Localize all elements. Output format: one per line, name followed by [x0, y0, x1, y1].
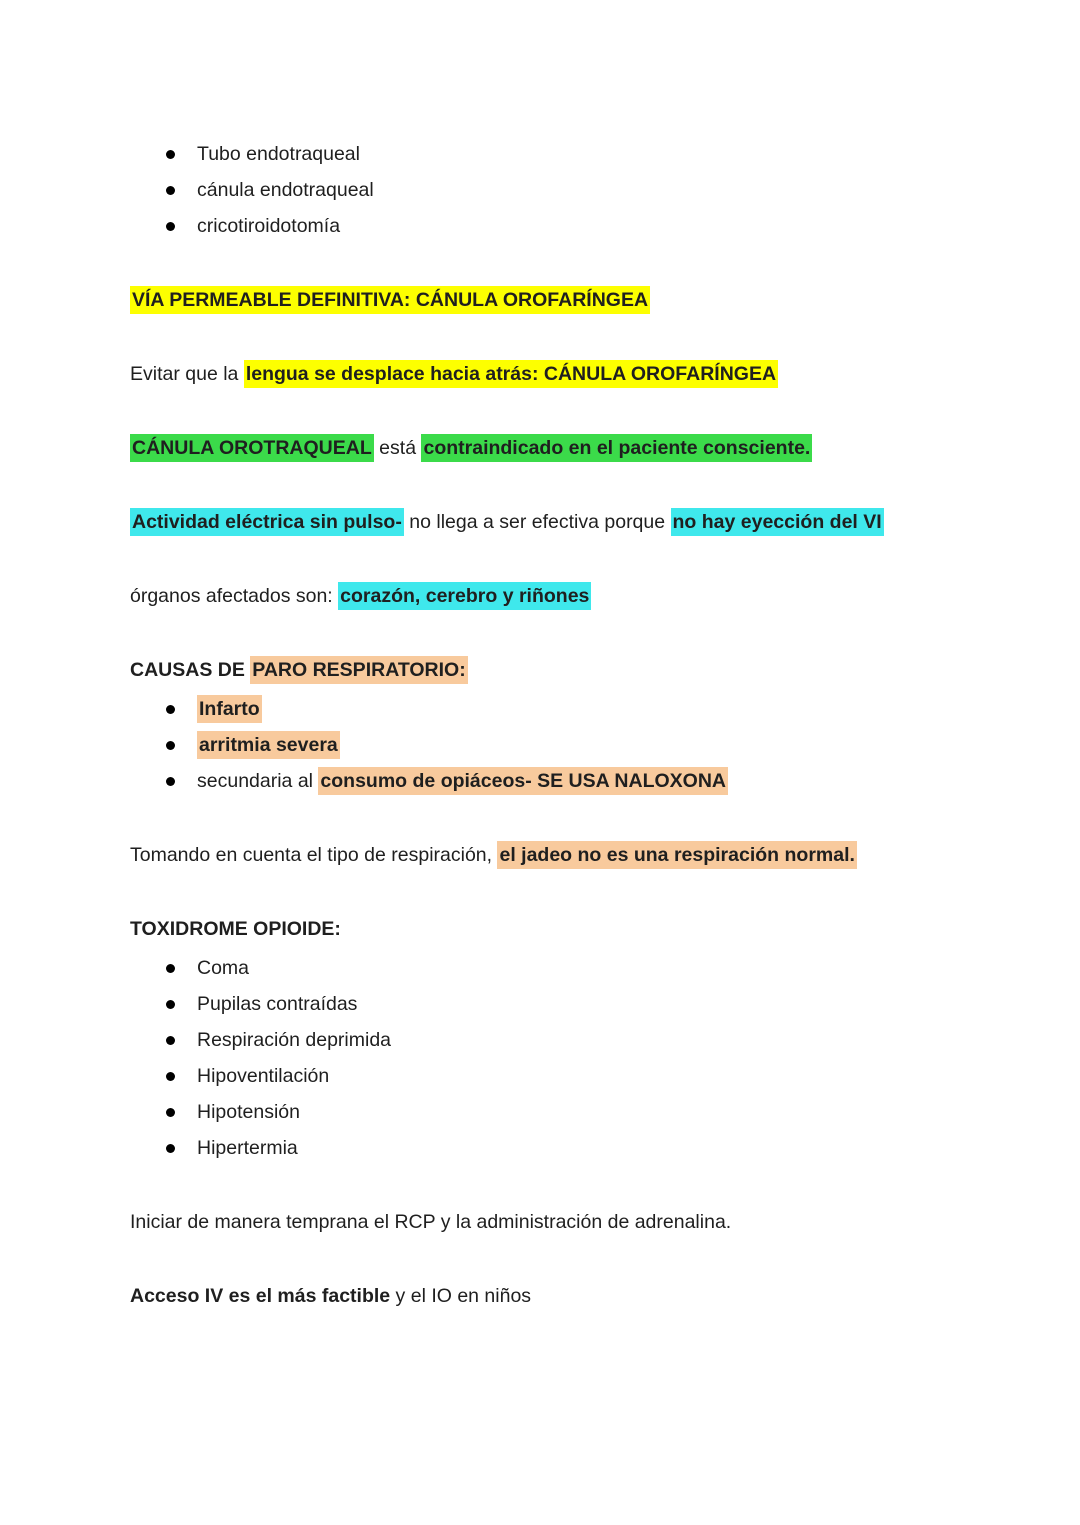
highlighted-text: VÍA PERMEABLE DEFINITIVA: CÁNULA OROFARÍNGEA: [130, 286, 650, 314]
list-item: [130, 172, 962, 208]
bullet-icon: [166, 964, 175, 973]
list-item: [130, 763, 962, 799]
text-segment: Hipotensión: [197, 1101, 300, 1123]
list-item: [130, 136, 962, 172]
text-segment: Coma: [197, 957, 250, 979]
bullet-icon: [166, 150, 175, 159]
list-item-text: [197, 950, 962, 986]
highlighted-text: CÁNULA OROTRAQUEAL: [130, 434, 374, 462]
text-segment: Tubo endotraqueal: [197, 143, 360, 165]
highlighted-text: Infarto: [197, 695, 262, 723]
text-segment: Hipertermia: [197, 1137, 298, 1159]
list-item: [130, 727, 962, 763]
highlighted-text: el jadeo no es una respiración normal.: [497, 841, 856, 869]
bullet-icon: [166, 741, 175, 750]
paragraph: [130, 652, 962, 688]
text-segment: no llega a ser efectiva porque: [403, 511, 671, 533]
paragraph: [130, 1204, 962, 1240]
text-segment: y el IO en niños: [390, 1285, 532, 1307]
bullet-icon: [166, 1072, 175, 1081]
bullet-icon: [166, 222, 175, 231]
list-item: [130, 1130, 962, 1166]
list-item: [130, 1022, 962, 1058]
highlighted-text: consumo de opiáceos- SE USA NALOXONA: [318, 767, 728, 795]
list-item-text: [197, 1130, 962, 1166]
list-item: [130, 950, 962, 986]
list-item: [130, 208, 962, 244]
bullet-icon: [166, 186, 175, 195]
highlighted-text: arritmia severa: [197, 731, 340, 759]
highlighted-text: corazón, cerebro y riñones: [338, 582, 591, 610]
list-item: [130, 1094, 962, 1130]
list-item-text: [197, 136, 962, 172]
text-segment: Pupilas contraídas: [197, 993, 358, 1015]
highlighted-text: PARO RESPIRATORIO:: [250, 656, 467, 684]
bullet-icon: [166, 1144, 175, 1153]
paragraph: [130, 837, 962, 873]
list-item-text: [197, 172, 962, 208]
text-segment: secundaria al: [197, 770, 319, 792]
list-item: [130, 691, 962, 727]
list-item: [130, 1058, 962, 1094]
text-segment: CAUSAS DE: [130, 659, 251, 681]
text-segment: cánula endotraqueal: [197, 179, 374, 201]
paragraph: [130, 430, 962, 466]
list-item-text: [197, 763, 962, 799]
text-segment: Respiración deprimida: [197, 1029, 392, 1051]
list-item-text: [197, 1094, 962, 1130]
text-segment: cricotiroidotomía: [197, 215, 341, 237]
text-segment: Acceso IV es el más factible: [130, 1285, 391, 1307]
list-item-text: [197, 691, 962, 727]
paragraph: [130, 911, 962, 947]
list-item-text: [197, 1022, 962, 1058]
list-item: [130, 986, 962, 1022]
text-segment: está: [373, 437, 422, 459]
text-segment: TOXIDROME OPIOIDE:: [130, 918, 341, 940]
list-item-text: [197, 727, 962, 763]
text-segment: órganos afectados son:: [130, 585, 339, 607]
list-item-text: [197, 986, 962, 1022]
bullet-icon: [166, 777, 175, 786]
document-content: [130, 136, 962, 1314]
bullet-list: [130, 136, 962, 244]
highlighted-text: lengua se desplace hacia atrás: CÁNULA OROFARÍNGEA: [244, 360, 778, 388]
paragraph: [130, 578, 962, 614]
bullet-icon: [166, 1108, 175, 1117]
bullet-icon: [166, 705, 175, 714]
text-segment: Tomando en cuenta el tipo de respiración,: [130, 844, 498, 866]
paragraph: [130, 504, 962, 540]
paragraph: [130, 1278, 962, 1314]
text-segment: Hipoventilación: [197, 1065, 330, 1087]
highlighted-text: no hay eyección del VI: [671, 508, 884, 536]
bullet-list: [130, 950, 962, 1166]
text-segment: Iniciar de manera temprana el RCP y la administración de adrenalina.: [130, 1211, 732, 1233]
bullet-icon: [166, 1036, 175, 1045]
list-item-text: [197, 1058, 962, 1094]
paragraph: [130, 282, 962, 318]
highlighted-text: Actividad eléctrica sin pulso-: [130, 508, 404, 536]
bullet-icon: [166, 1000, 175, 1009]
paragraph: [130, 356, 962, 392]
text-segment: Evitar que la: [130, 363, 244, 385]
list-item-text: [197, 208, 962, 244]
highlighted-text: contraindicado en el paciente consciente.: [421, 434, 812, 462]
bullet-list: [130, 691, 962, 799]
